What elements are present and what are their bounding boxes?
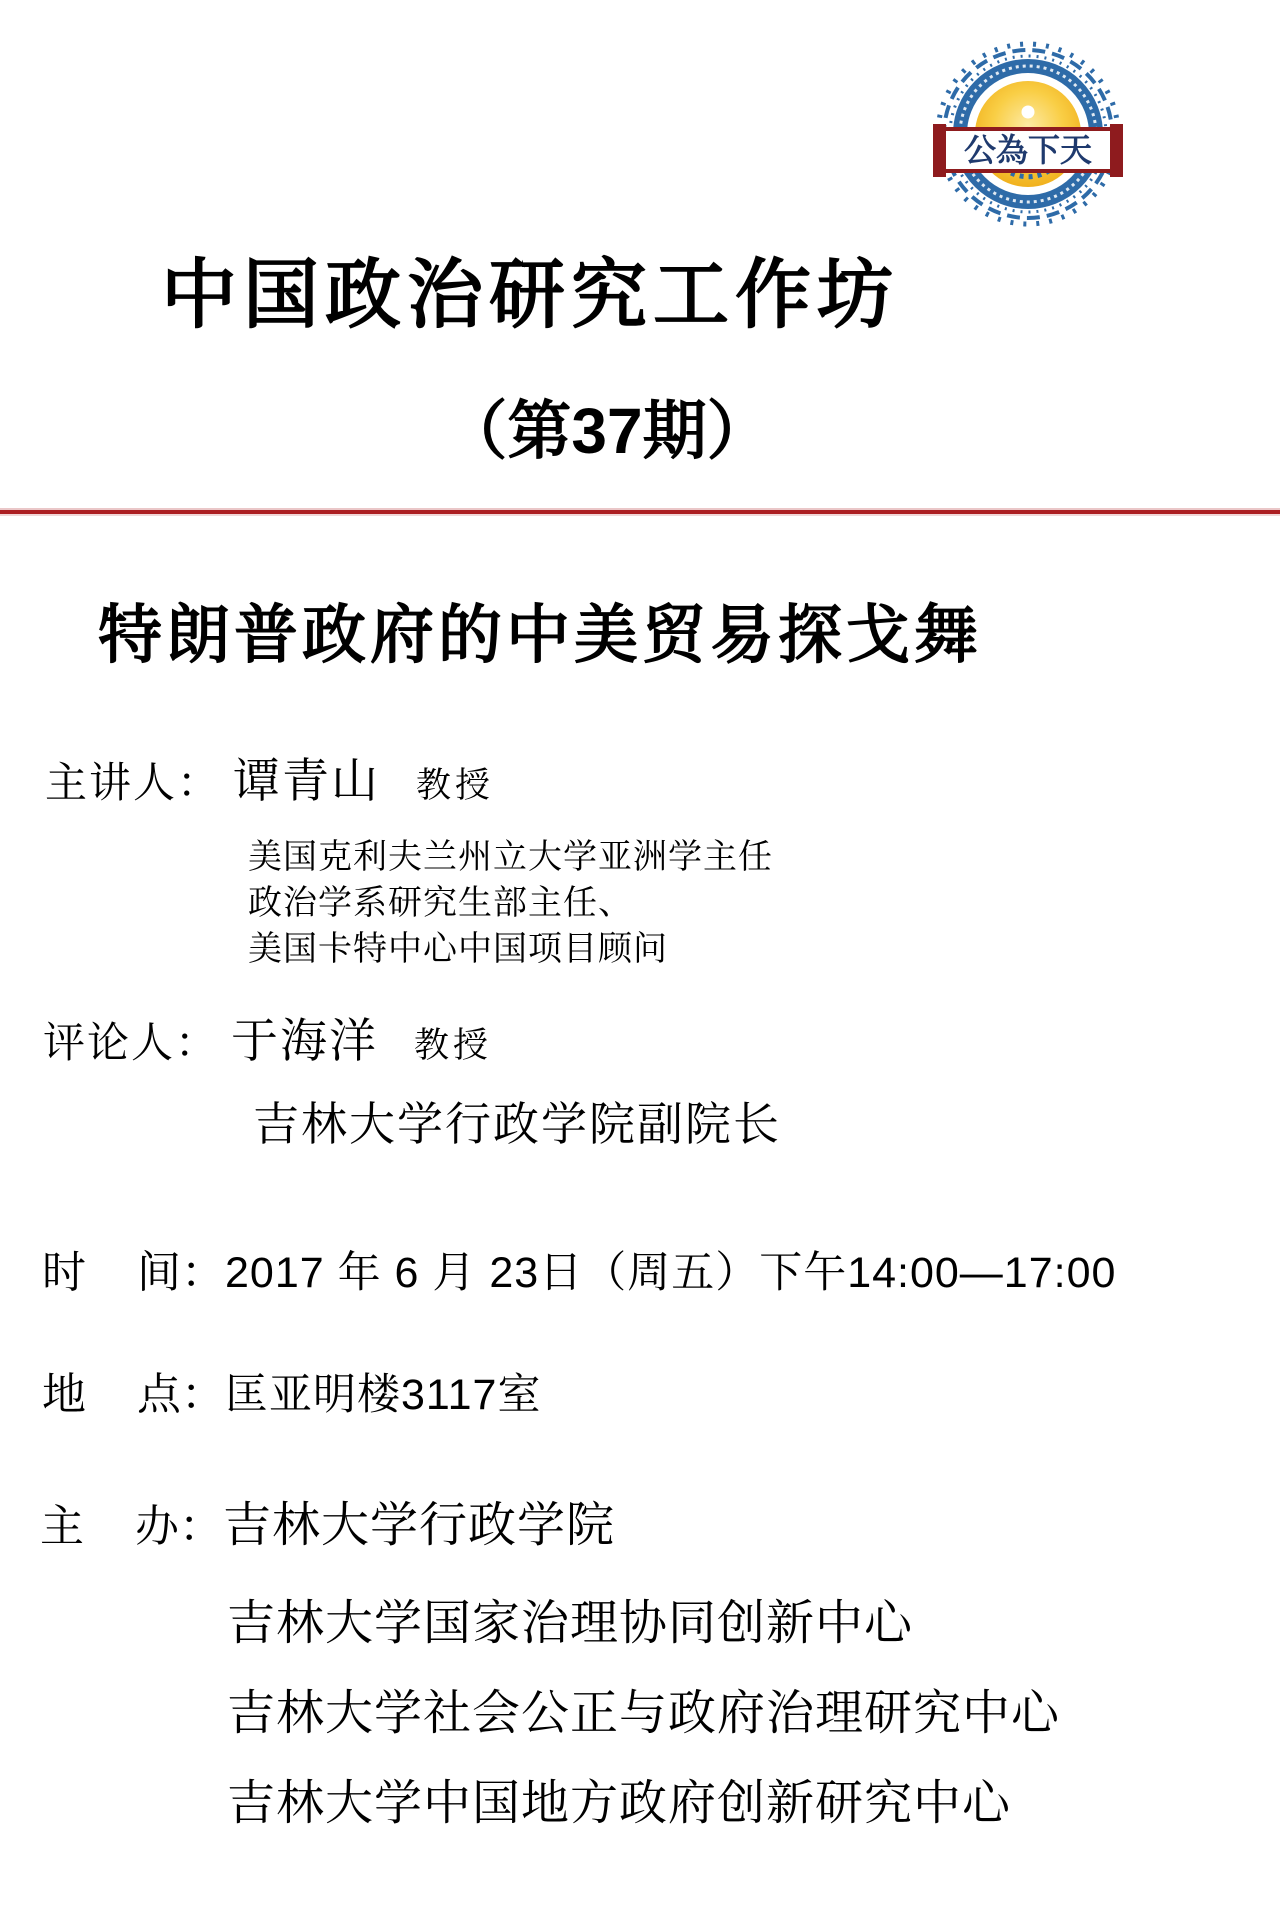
commentator-label: 评论人： (43, 1019, 220, 1066)
location-label-char: 点： (137, 1370, 225, 1419)
speaker-affiliation-line: 美国克利夫兰州立大学亚洲学主任 (248, 838, 773, 876)
speaker-affiliation-line: 美国卡特中心中国项目顾问 (248, 930, 668, 968)
commentator-degree: 教授 (414, 1026, 493, 1065)
speaker-degree: 教授 (416, 766, 495, 805)
location-row (42, 1358, 541, 1422)
red-divider-line (0, 510, 1280, 514)
commentator-row (43, 1004, 492, 1071)
workshop-issue-number: （第37期） (443, 395, 771, 467)
location-label-char: 地 (42, 1370, 86, 1419)
organizer-row (40, 1486, 615, 1555)
organizer-label-char: 主 (40, 1502, 84, 1551)
speaker-affiliation-line: 政治学系研究生部主任、 (248, 884, 633, 922)
organizer-item: 吉林大学国家治理协同创新中心 (227, 1597, 914, 1650)
commentator-name: 于海洋 (231, 1014, 379, 1067)
speaker-affiliations (248, 834, 773, 972)
organizer-label-char: 办： (135, 1502, 223, 1551)
time-label-char: 时 (42, 1248, 86, 1297)
organizer-item: 吉林大学行政学院 (223, 1499, 616, 1552)
time-label-char: 间： (137, 1248, 225, 1297)
emblem-banner-text: 公為下天 (963, 131, 1093, 169)
time-row (42, 1236, 1116, 1300)
speaker-row (45, 744, 494, 811)
commentator-affiliation: 吉林大学行政学院副院长 (253, 1098, 781, 1150)
speaker-name: 谭青山 (233, 754, 381, 807)
workshop-title: 中国政治研究工作坊 (161, 250, 899, 339)
talk-title: 特朗普政府的中美贸易探戈舞 (98, 598, 982, 673)
time-value: 2017 年 6 月 23日（周五）下午14:00—17:00 (225, 1249, 1117, 1297)
university-emblem-logo (933, 36, 1123, 236)
location-value: 匡亚明楼3117室 (225, 1371, 542, 1419)
emblem-icon (933, 36, 1123, 236)
speaker-label: 主讲人： (45, 759, 222, 806)
organizer-item: 吉林大学社会公正与政府治理研究中心 (227, 1687, 1061, 1740)
organizer-item: 吉林大学中国地方政府创新研究中心 (227, 1777, 1012, 1830)
